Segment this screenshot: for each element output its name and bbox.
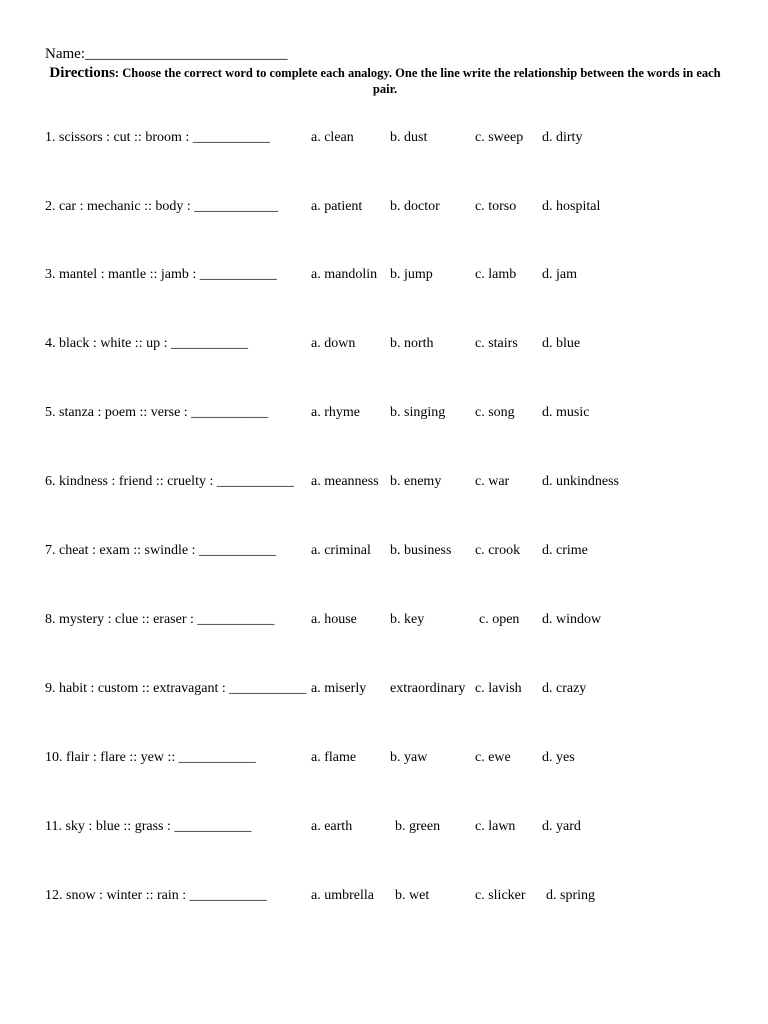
option-b: b. green [395, 819, 441, 834]
option-a: a. mandolin [311, 267, 378, 282]
question-prompt: 11. sky : blue :: grass : ___________ [45, 819, 252, 834]
question-1 [0, 130, 768, 150]
option-d: d. music [542, 405, 590, 420]
option-a: a. criminal [311, 543, 371, 558]
option-d: d. crazy [542, 681, 587, 696]
question-prompt: 5. stanza : poem :: verse : ___________ [45, 405, 269, 420]
question-2 [0, 199, 768, 219]
option-c: c. stairs [475, 336, 518, 351]
option-d: d. crime [542, 543, 588, 558]
option-a: a. miserly [311, 681, 367, 696]
option-a: a. patient [311, 199, 363, 214]
question-prompt: 8. mystery : clue :: eraser : ___________ [45, 612, 275, 627]
question-11 [0, 819, 768, 839]
option-c: c. torso [475, 199, 517, 214]
option-b: b. key [390, 612, 425, 627]
option-b: b. dust [390, 130, 428, 145]
option-b: b. wet [395, 888, 430, 903]
option-c: c. slicker [475, 888, 526, 903]
option-b: b. jump [390, 267, 433, 282]
option-b: extraordinary [390, 681, 466, 696]
question-prompt: 7. cheat : exam :: swindle : ___________ [45, 543, 276, 558]
question-prompt: 3. mantel : mantle :: jamb : ___________ [45, 267, 277, 282]
option-c: c. lavish [475, 681, 522, 696]
question-prompt: 4. black : white :: up : ___________ [45, 336, 248, 351]
option-a: a. meanness [311, 474, 379, 489]
question-prompt: 1. scissors : cut :: broom : ___________ [45, 130, 270, 145]
option-d: d. spring [546, 888, 595, 903]
option-c: c. war [475, 474, 510, 489]
option-b: b. singing [390, 405, 446, 420]
option-a: a. umbrella [311, 888, 374, 903]
question-prompt: 12. snow : winter :: rain : ___________ [45, 888, 267, 903]
option-a: a. earth [311, 819, 353, 834]
option-b: b. business [390, 543, 452, 558]
option-d: d. jam [542, 267, 577, 282]
question-6 [0, 474, 768, 494]
option-d: d. dirty [542, 130, 583, 145]
option-c: c. song [475, 405, 515, 420]
option-d: d. unkindness [542, 474, 619, 489]
question-8 [0, 612, 768, 632]
option-c: c. sweep [475, 130, 524, 145]
option-c: c. crook [475, 543, 521, 558]
question-prompt: 9. habit : custom :: extravagant : ___________ [45, 681, 307, 696]
question-5 [0, 405, 768, 425]
question-10 [0, 750, 768, 770]
question-7 [0, 543, 768, 563]
question-9 [0, 681, 768, 701]
option-d: d. blue [542, 336, 581, 351]
question-prompt: 10. flair : flare :: yew :: ___________ [45, 750, 256, 765]
option-d: d. yard [542, 819, 581, 834]
question-4 [0, 336, 768, 356]
option-a: a. down [311, 336, 356, 351]
option-b: b. doctor [390, 199, 440, 214]
option-a: a. flame [311, 750, 357, 765]
question-prompt: 2. car : mechanic :: body : ____________ [45, 199, 279, 214]
question-prompt: 6. kindness : friend :: cruelty : ___________ [45, 474, 294, 489]
name-line: Name:___________________________ [45, 46, 288, 62]
directions-text: : Choose the correct word to complete each analogy. One the line write the relationship between the words in each pair. [114, 66, 721, 96]
option-d: d. hospital [542, 199, 601, 214]
option-a: a. rhyme [311, 405, 360, 420]
directions [45, 65, 725, 97]
option-d: d. window [542, 612, 602, 627]
option-b: b. north [390, 336, 434, 351]
option-d: d. yes [542, 750, 575, 765]
option-c: c. ewe [475, 750, 511, 765]
directions-label: Directions [49, 65, 115, 81]
question-3 [0, 267, 768, 287]
option-a: a. clean [311, 130, 354, 145]
option-b: b. enemy [390, 474, 442, 489]
option-c: c. lawn [475, 819, 516, 834]
option-a: a. house [311, 612, 357, 627]
option-c: c. open [479, 612, 520, 627]
question-12 [0, 888, 768, 908]
option-c: c. lamb [475, 267, 517, 282]
option-b: b. yaw [390, 750, 428, 765]
